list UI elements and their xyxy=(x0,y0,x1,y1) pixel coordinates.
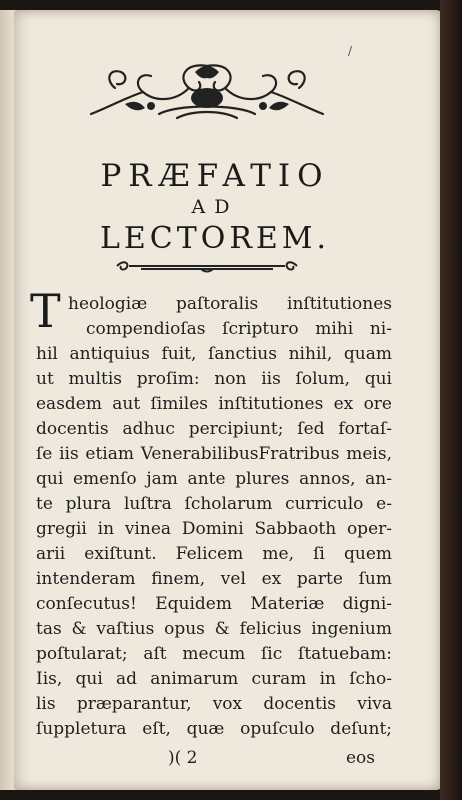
title-line-1: PRÆFATIO xyxy=(100,158,330,194)
text-line: compendioſas ſcripturo mihi ni- xyxy=(86,319,392,339)
text-line: Iis, qui ad animarum curam in ſcho- xyxy=(36,669,392,689)
text-line: poſtularat; aſt mecum ſic ſtatuebam: xyxy=(36,644,392,664)
margin-mark: / xyxy=(348,44,353,58)
text-line: ut multis proſim: non iis ſolum, qui xyxy=(36,369,392,389)
text-line: docentis adhuc percipiunt; ſed fortaſ- xyxy=(36,419,392,439)
signature-mark: )( 2 xyxy=(168,748,198,768)
headpiece-ornament xyxy=(85,58,330,130)
text-line: conſecutus! Equidem Materiæ digni- xyxy=(36,594,392,614)
book-binding xyxy=(440,0,462,800)
text-line: qui emenſo jam ante plures annos, an- xyxy=(36,469,392,489)
title-line-2: AD xyxy=(191,196,239,218)
title-line-3: LECTOREM. xyxy=(99,221,331,256)
preface-text xyxy=(36,292,392,742)
catchword: eos xyxy=(346,748,376,768)
text-line: intenderam finem, vel ex parte ſum xyxy=(36,569,392,589)
text-line: te plura luſtra ſcholarum curriculo e- xyxy=(36,494,392,514)
text-line: ſe iis etiam VenerabilibusFratribus meis, xyxy=(36,444,392,464)
text-line: easdem aut ſimiles inſtitutiones ex ore xyxy=(36,394,392,414)
text-line: hil antiquius fuit, ſanctius nihil, quam xyxy=(36,344,392,364)
decorative-rule xyxy=(113,258,301,274)
text-line: gregii in vinea Domini Sabbaoth oper- xyxy=(36,519,392,539)
text-line: heologiæ paſtoralis inſtitutiones xyxy=(68,294,392,314)
text-line: lis præparantur, vox docentis viva xyxy=(36,694,392,714)
text-line: tas & vaſtius opus & felicius ingenium xyxy=(36,619,392,639)
drop-cap: T xyxy=(30,284,61,338)
text-line: ſuppletura eſt, quæ opuſculo deſunt; xyxy=(36,719,392,739)
text-line: arii exiſtunt. Felicem me, ſi quem xyxy=(36,544,392,564)
